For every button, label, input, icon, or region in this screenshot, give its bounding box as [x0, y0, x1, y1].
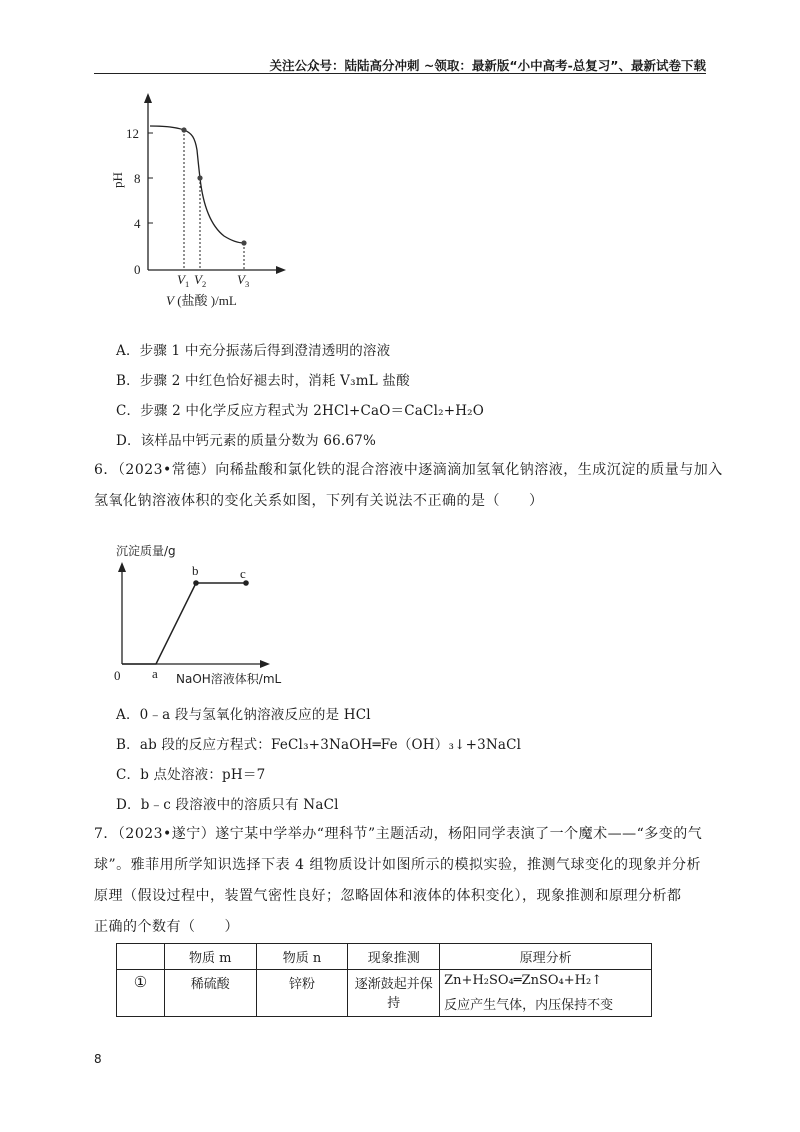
table-header-n: 物质 n	[256, 944, 348, 970]
row1-principle-line2: 反应产生气体，内压保持不变	[444, 998, 614, 1013]
q7-line1: 7．（2023•遂宁）遂宁某中学举办“理科节”主题活动，杨阳同学表演了一个魔术——“多变的气	[94, 826, 703, 842]
pc-y-arrow	[118, 562, 126, 572]
row1-phenomenon-line1: 逐渐鼓起并保	[354, 977, 433, 992]
pc-line	[122, 583, 246, 664]
q5-option-c: C．步骤 2 中化学反应方程式为 2HCl+CaO＝CaCl₂+H₂O	[116, 403, 485, 419]
pc-origin: 0	[114, 668, 121, 683]
row1-n: 锌粉	[256, 970, 348, 1017]
q5-option-a: A．步骤 1 中充分振荡后得到澄清透明的溶液	[116, 343, 391, 359]
ph-ytick-8: 8	[134, 171, 141, 186]
ph-xtick-v1: $V_1$	[177, 272, 190, 289]
pc-label-c: c	[240, 566, 246, 581]
row1-phenomenon-line2: 持	[387, 996, 401, 1011]
materials-table	[116, 943, 652, 1017]
ph-ytick-12: 12	[126, 126, 139, 141]
q7-line2: 球”。雅菲用所学知识选择下表 4 组物质设计如图所示的模拟实验，推测气球变化的现象并分析	[94, 857, 701, 873]
ph-xtick-v2: $V_2$	[194, 272, 207, 289]
row1-num: ①	[117, 970, 165, 1017]
q6-option-c: C．b 点处溶液：pH＝7	[116, 767, 266, 783]
q6-option-d: D．b﹣c 段溶液中的溶质只有 NaCl	[116, 797, 339, 813]
pc-x-arrow	[260, 660, 270, 668]
table-header-phenomenon: 现象推测	[348, 944, 440, 970]
table-header-m: 物质 m	[164, 944, 256, 970]
table-header-row	[117, 944, 652, 970]
ph-ytick-4: 4	[134, 216, 141, 231]
table-header-principle: 原理分析	[440, 944, 652, 970]
q5-option-b: B．步骤 2 中红色恰好褪去时，消耗 V₃mL 盐酸	[116, 373, 410, 389]
q7-line4: 正确的个数有（ ）	[94, 919, 239, 935]
row1-m: 稀硫酸	[164, 970, 256, 1017]
ph-xlabel: V (盐酸 )/mL	[166, 293, 237, 308]
page-number: 8	[94, 1052, 102, 1066]
q6-option-a: A．0﹣a 段与氢氧化钠溶液反应的是 HCl	[116, 707, 371, 723]
pc-ylabel: 沉淀质量/g	[116, 544, 176, 558]
pc-point-c	[243, 580, 249, 586]
ph-ytick-0: 0	[134, 262, 141, 277]
q6-line1: 6．（2023•常德）向稀盐酸和氯化铁的混合溶液中逐滴滴加氢氧化钠溶液，生成沉淀的质量与加入	[94, 462, 723, 478]
q6-option-b: B．ab 段的反应方程式：FeCl₃+3NaOH═Fe（OH）₃↓+3NaCl	[116, 737, 522, 753]
q5-option-d: D．该样品中钙元素的质量分数为 66.67%	[116, 433, 376, 449]
pc-xlabel: NaOH溶液体积/mL	[176, 672, 282, 686]
row1-principle	[440, 970, 652, 1017]
ph-ylabel: pH	[110, 172, 125, 188]
ph-xtick-v3: $V_3$	[237, 272, 250, 289]
q6-line2: 氢氧化钠溶液体积的变化关系如图，下列有关说法不正确的是（ ）	[94, 493, 544, 509]
table-header-num	[117, 944, 165, 970]
row1-principle-line1: Zn+H₂SO₄═ZnSO₄+H₂↑	[444, 973, 603, 988]
row1-phenomenon	[348, 970, 440, 1017]
pc-label-b: b	[192, 563, 199, 578]
pc-label-a: a	[152, 666, 158, 681]
page-header: 关注公众号：陆陆高分冲刺 ~领取：最新版“小中高考-总复习”、最新试卷下载	[269, 58, 706, 73]
q7-line3: 原理（假设过程中，装置气密性良好；忽略固体和液体的体积变化），现象推测和原理分析都	[94, 888, 682, 904]
table-row	[117, 970, 652, 1017]
pc-point-b	[193, 580, 199, 586]
